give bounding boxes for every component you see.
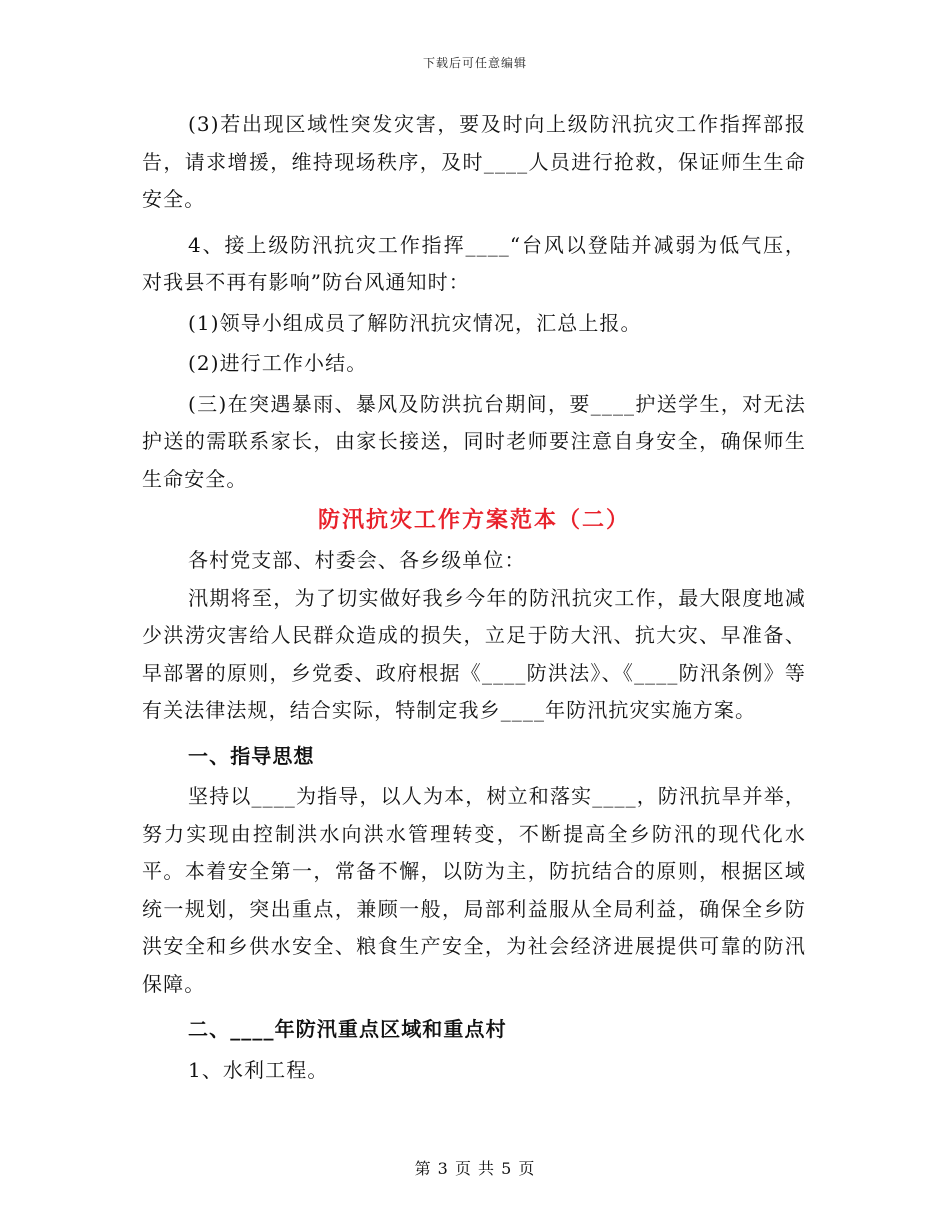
- heading-key-areas: 二、____年防汛重点区域和重点村: [188, 1017, 507, 1041]
- paragraph-guiding-thought: 坚持以____为指导，以人为本，树立和落实____，防汛抗旱并举，努力实现由控制洪水向洪水管理转变，不断提高全乡防汛的现代化水平。本着安全第一，常备不懈，以防为主，防抗结合的原则，根据区域统一规划，突出重点，兼顾一般，局部利益服从全局利益，确保全乡防洪安全和乡供水安全、粮食生产安全，为社会经济进展提供可靠的防汛保障。: [142, 784, 806, 996]
- paragraph-item-4: 4、接上级防汛抗灾工作指挥____“台风以登陆并减弱为低气压，对我县不再有影响”防台风通知时：: [142, 232, 806, 294]
- paragraph-section-3: (三)在突遇暴雨、暴风及防洪抗台期间，要____护送学生，对无法护送的需联系家长，由家长接送，同时老师要注意自身安全，确保师生生命安全。: [142, 391, 806, 491]
- document-body: [142, 106, 806, 1089]
- header-note: 下载后可任意编辑: [422, 56, 527, 70]
- page-number: 第 3 页 共 5 页: [414, 1159, 536, 1178]
- paragraph-item-3: (3)若出现区域性突发灾害，要及时向上级防汛抗灾工作指挥部报告，请求增援，维持现场秩序，及时____人员进行抢救，保证师生生命安全。: [142, 112, 806, 211]
- paragraph-salutation: 各村党支部、村委会、各乡级单位：: [188, 548, 526, 572]
- paragraph-intro: 汛期将至，为了切实做好我乡今年的防汛抗灾工作，最大限度地减少洪涝灾害给人民群众造成的损失，立足于防大汛、抗大灾、早准备、早部署的原则，乡党委、政府根据《____防洪法》、《____防汛条例》等有关法律法规，结合实际，特制定我乡____年防汛抗灾实施方案。: [142, 585, 806, 722]
- section-title: 防汛抗灾工作方案范本（二）: [317, 507, 630, 533]
- paragraph-water-projects: 1、水利工程。: [188, 1057, 329, 1082]
- paragraph-sub-1: (1)领导小组成员了解防汛抗灾情况，汇总上报。: [188, 310, 642, 335]
- heading-guiding-thought: 一、指导思想: [188, 743, 315, 768]
- paragraph-sub-2: (2)进行工作小结。: [188, 351, 368, 375]
